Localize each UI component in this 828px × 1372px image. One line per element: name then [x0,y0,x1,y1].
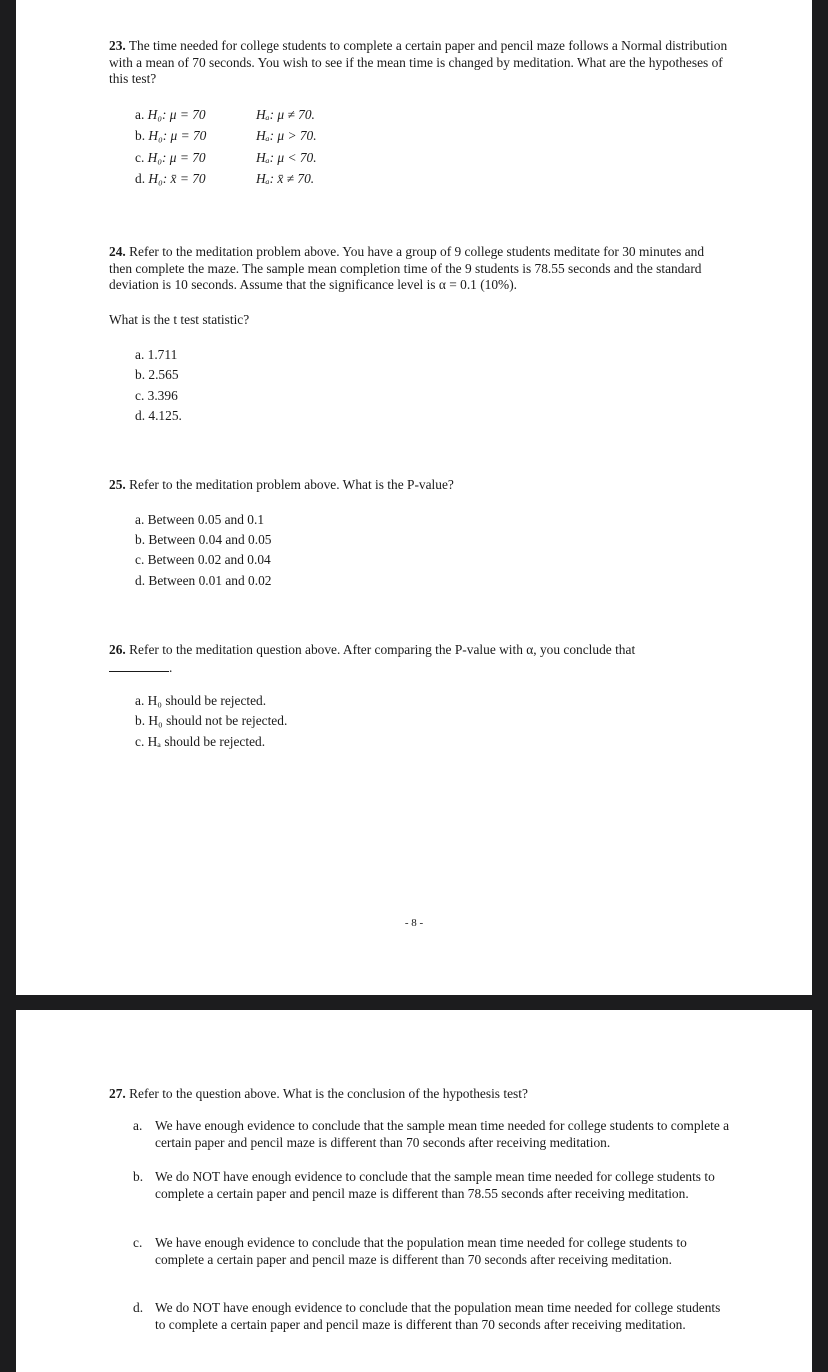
question-24-prompt: What is the t test statistic? [109,312,250,327]
question-text: Refer to the question above. What is the conclusion of the hypothesis test? [129,1086,528,1101]
q25-option-b[interactable]: b. Between 0.04 and 0.05 [135,532,272,547]
q23-option-b-alt: Hₐ: μ > 70. [256,128,317,143]
answer-blank: . [109,660,729,677]
question-text: The time needed for college students to complete a certain paper and pencil maze follows a Normal distribution with a mean of 70 seconds. You wish to see if the mean time is changed by meditation. What are the hypotheses of this test? [109,38,728,86]
blank-line [109,671,169,672]
q27-option-b[interactable]: b. We do NOT have enough evidence to conclude that the sample mean time needed for college students to complete a certain paper and pencil maze is different than 78.55 seconds after receiving meditation. [133,1169,715,1201]
exam-page-9 [16,1010,812,1372]
question-23 [109,38,734,88]
q23-option-b[interactable]: b. H₀: μ = 70 [135,128,207,143]
question-number: 27. [109,1086,126,1101]
q27-option-a[interactable]: a. We have enough evidence to conclude that the sample mean time needed for college students to complete a certain paper and pencil maze is different than 70 seconds after receiving meditation. [133,1118,730,1150]
q27-option-d[interactable]: d. We do NOT have enough evidence to conclude that the population mean time needed for college students to complete a certain paper and pencil maze is different than 70 seconds after receiving meditation. [133,1300,721,1332]
q25-option-c[interactable]: c. Between 0.02 and 0.04 [135,552,271,567]
question-27 [109,1086,729,1103]
page-number: - 8 - [404,917,424,929]
q26-option-a[interactable]: a. H₀ should be rejected. [135,693,267,708]
q26-option-b[interactable]: b. H₀ should not be rejected. [135,713,288,728]
q23-option-d-alt: Hₐ: x̄ ≠ 70. [256,171,315,186]
q24-option-c[interactable]: c. 3.396 [135,388,178,403]
q27-option-c[interactable]: c. We have enough evidence to conclude that the population mean time needed for college students to complete a certain paper and pencil maze is different than 70 seconds after receiving meditation. [133,1235,687,1267]
q24-option-b[interactable]: b. 2.565 [135,367,179,382]
q25-option-d[interactable]: d. Between 0.01 and 0.02 [135,573,272,588]
question-text: Refer to the meditation question above. After comparing the P-value with α, you conclude that [129,642,636,657]
question-text: Refer to the meditation problem above. You have a group of 9 college students meditate for 30 minutes and then complete the maze. The sample mean completion time of the 9 students is 78.55 seconds and the standard deviation is 10 seconds. Assume that the significance level is α = 0.1 (10%). [109,244,705,292]
q23-option-a-alt: Hₐ: μ ≠ 70. [256,107,315,122]
q26-option-c[interactable]: c. Hₐ should be rejected. [135,734,266,749]
q24-option-a[interactable]: a. 1.711 [135,347,178,362]
question-24 [109,244,709,294]
question-number: 24. [109,244,126,259]
q24-option-d[interactable]: d. 4.125. [135,408,182,423]
question-number: 25. [109,477,126,492]
q23-option-a[interactable]: a. H₀: μ = 70 [135,107,206,122]
q23-option-c[interactable]: c. H₀: μ = 70 [135,150,206,165]
question-number: 23. [109,38,126,53]
exam-page-8 [16,0,812,995]
q23-option-d[interactable]: d. H₀: x̄ = 70 [135,171,206,186]
question-text: Refer to the meditation problem above. What is the P-value? [129,477,454,492]
q25-option-a[interactable]: a. Between 0.05 and 0.1 [135,512,265,527]
q23-option-c-alt: Hₐ: μ < 70. [256,150,317,165]
question-26 [109,642,729,659]
question-25 [109,477,729,494]
question-number: 26. [109,642,126,657]
